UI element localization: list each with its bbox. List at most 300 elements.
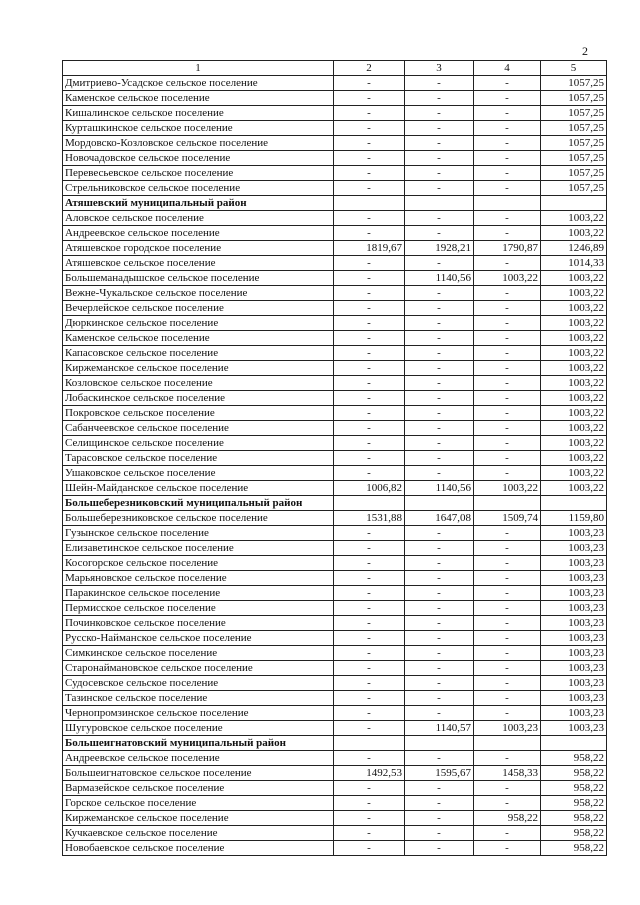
value-cell-4: - bbox=[474, 331, 541, 346]
value-cell-4: - bbox=[474, 466, 541, 481]
table-row bbox=[63, 91, 607, 106]
value-cell-2: - bbox=[334, 601, 405, 616]
value-cell-5: 1057,25 bbox=[541, 91, 607, 106]
value-cell-2 bbox=[334, 496, 405, 511]
value-cell-3: - bbox=[405, 826, 474, 841]
table-row bbox=[63, 511, 607, 526]
value-cell-4: 1003,22 bbox=[474, 271, 541, 286]
value-cell-3: - bbox=[405, 361, 474, 376]
table-row bbox=[63, 301, 607, 316]
value-cell-2: - bbox=[334, 136, 405, 151]
value-cell-5: 958,22 bbox=[541, 811, 607, 826]
settlement-name: Русско-Найманское сельское поселение bbox=[63, 631, 334, 646]
value-cell-3: - bbox=[405, 121, 474, 136]
value-cell-4: - bbox=[474, 646, 541, 661]
header-cell-4: 4 bbox=[474, 61, 541, 76]
value-cell-4 bbox=[474, 496, 541, 511]
value-cell-4: - bbox=[474, 571, 541, 586]
value-cell-3: 1595,67 bbox=[405, 766, 474, 781]
settlement-name: Тарасовское сельское поселение bbox=[63, 451, 334, 466]
settlement-name: Большеигнатовское сельское поселение bbox=[63, 766, 334, 781]
value-cell-3: - bbox=[405, 601, 474, 616]
value-cell-5 bbox=[541, 736, 607, 751]
value-cell-4: - bbox=[474, 691, 541, 706]
value-cell-3: - bbox=[405, 376, 474, 391]
value-cell-5: 958,22 bbox=[541, 781, 607, 796]
value-cell-5: 1003,22 bbox=[541, 211, 607, 226]
table-row bbox=[63, 331, 607, 346]
value-cell-2: - bbox=[334, 451, 405, 466]
settlement-name: Тазинское сельское поселение bbox=[63, 691, 334, 706]
settlement-name: Шугуровское сельское поселение bbox=[63, 721, 334, 736]
table-row bbox=[63, 136, 607, 151]
value-cell-5: 1003,22 bbox=[541, 406, 607, 421]
settlement-name: Марьяновское сельское поселение bbox=[63, 571, 334, 586]
district-name: Атяшевский муниципальный район bbox=[63, 196, 334, 211]
value-cell-5: 1003,22 bbox=[541, 421, 607, 436]
value-cell-2: - bbox=[334, 721, 405, 736]
value-cell-3 bbox=[405, 496, 474, 511]
value-cell-4: - bbox=[474, 586, 541, 601]
value-cell-2: - bbox=[334, 211, 405, 226]
value-cell-3: - bbox=[405, 781, 474, 796]
value-cell-4: 1790,87 bbox=[474, 241, 541, 256]
value-cell-4: - bbox=[474, 706, 541, 721]
value-cell-4: - bbox=[474, 316, 541, 331]
value-cell-2: - bbox=[334, 631, 405, 646]
table-row bbox=[63, 376, 607, 391]
value-cell-3: - bbox=[405, 301, 474, 316]
value-cell-2: - bbox=[334, 346, 405, 361]
settlement-name: Андреевское сельское поселение bbox=[63, 751, 334, 766]
value-cell-5: 958,22 bbox=[541, 796, 607, 811]
settlement-name: Козловское сельское поселение bbox=[63, 376, 334, 391]
settlement-name: Андреевское сельское поселение bbox=[63, 226, 334, 241]
value-cell-4: - bbox=[474, 136, 541, 151]
value-cell-4: 1003,23 bbox=[474, 721, 541, 736]
value-cell-5: 1003,22 bbox=[541, 286, 607, 301]
table-row bbox=[63, 436, 607, 451]
value-cell-3: - bbox=[405, 316, 474, 331]
page-number: 2 bbox=[582, 44, 588, 58]
table-row bbox=[63, 226, 607, 241]
table-row bbox=[63, 241, 607, 256]
table-row bbox=[63, 691, 607, 706]
value-cell-2: - bbox=[334, 841, 405, 856]
value-cell-4: - bbox=[474, 676, 541, 691]
table-row bbox=[63, 676, 607, 691]
table-row bbox=[63, 526, 607, 541]
value-cell-4: - bbox=[474, 346, 541, 361]
table-row bbox=[63, 76, 607, 91]
settlement-name: Починковское сельское поселение bbox=[63, 616, 334, 631]
settlement-name: Вармазейское сельское поселение bbox=[63, 781, 334, 796]
value-cell-3: - bbox=[405, 571, 474, 586]
value-cell-3: - bbox=[405, 706, 474, 721]
table-row bbox=[63, 826, 607, 841]
table-row bbox=[63, 421, 607, 436]
value-cell-4: - bbox=[474, 76, 541, 91]
value-cell-3: - bbox=[405, 76, 474, 91]
value-cell-3: - bbox=[405, 631, 474, 646]
value-cell-3: - bbox=[405, 796, 474, 811]
value-cell-5: 1003,22 bbox=[541, 361, 607, 376]
table-row bbox=[63, 256, 607, 271]
value-cell-2: - bbox=[334, 181, 405, 196]
value-cell-5: 1003,22 bbox=[541, 346, 607, 361]
value-cell-2: - bbox=[334, 571, 405, 586]
value-cell-4: - bbox=[474, 841, 541, 856]
settlement-name: Большеманадышское сельское поселение bbox=[63, 271, 334, 286]
settlement-name: Новочадовское сельское поселение bbox=[63, 151, 334, 166]
value-cell-4: - bbox=[474, 256, 541, 271]
value-cell-3: - bbox=[405, 181, 474, 196]
value-cell-4: 1509,74 bbox=[474, 511, 541, 526]
value-cell-2: - bbox=[334, 151, 405, 166]
value-cell-2: - bbox=[334, 436, 405, 451]
value-cell-3: - bbox=[405, 691, 474, 706]
value-cell-5: 958,22 bbox=[541, 751, 607, 766]
value-cell-5: 1003,22 bbox=[541, 451, 607, 466]
value-cell-3: - bbox=[405, 436, 474, 451]
settlement-name: Покровское сельское поселение bbox=[63, 406, 334, 421]
value-cell-4: - bbox=[474, 541, 541, 556]
value-cell-2: - bbox=[334, 556, 405, 571]
table-row bbox=[63, 796, 607, 811]
settlement-name: Курташкинское сельское поселение bbox=[63, 121, 334, 136]
value-cell-3: - bbox=[405, 541, 474, 556]
table-row bbox=[63, 391, 607, 406]
value-cell-3: 1140,56 bbox=[405, 271, 474, 286]
value-cell-5: 1003,22 bbox=[541, 391, 607, 406]
table-row bbox=[63, 406, 607, 421]
value-cell-2: - bbox=[334, 316, 405, 331]
value-cell-3: 1140,56 bbox=[405, 481, 474, 496]
value-cell-4 bbox=[474, 196, 541, 211]
value-cell-5: 1003,23 bbox=[541, 526, 607, 541]
value-cell-2: - bbox=[334, 121, 405, 136]
settlement-name: Кишалинское сельское поселение bbox=[63, 106, 334, 121]
value-cell-3: - bbox=[405, 391, 474, 406]
tariff-table bbox=[62, 60, 607, 856]
value-cell-3: - bbox=[405, 661, 474, 676]
settlement-name: Косогорское сельское поселение bbox=[63, 556, 334, 571]
settlement-name: Кучкаевское сельское поселение bbox=[63, 826, 334, 841]
value-cell-2: - bbox=[334, 226, 405, 241]
table-row bbox=[63, 586, 607, 601]
value-cell-3 bbox=[405, 196, 474, 211]
table-row bbox=[63, 286, 607, 301]
value-cell-5: 1003,23 bbox=[541, 676, 607, 691]
value-cell-2: - bbox=[334, 361, 405, 376]
value-cell-3: 1647,08 bbox=[405, 511, 474, 526]
value-cell-5: 1003,22 bbox=[541, 376, 607, 391]
value-cell-4: - bbox=[474, 616, 541, 631]
value-cell-3: - bbox=[405, 811, 474, 826]
value-cell-3: - bbox=[405, 841, 474, 856]
settlement-name: Каменское сельское поселение bbox=[63, 331, 334, 346]
value-cell-4: - bbox=[474, 361, 541, 376]
value-cell-4: - bbox=[474, 796, 541, 811]
settlement-name: Сабанчеевское сельское поселение bbox=[63, 421, 334, 436]
value-cell-5: 1003,23 bbox=[541, 586, 607, 601]
table-row bbox=[63, 751, 607, 766]
value-cell-5: 1003,22 bbox=[541, 481, 607, 496]
table-row bbox=[63, 571, 607, 586]
settlement-name: Каменское сельское поселение bbox=[63, 91, 334, 106]
value-cell-4: - bbox=[474, 286, 541, 301]
settlement-name: Чернопромзинское сельское поселение bbox=[63, 706, 334, 721]
table-row bbox=[63, 271, 607, 286]
value-cell-4: 958,22 bbox=[474, 811, 541, 826]
value-cell-2: - bbox=[334, 76, 405, 91]
value-cell-5: 1003,23 bbox=[541, 631, 607, 646]
value-cell-3: - bbox=[405, 211, 474, 226]
value-cell-5: 1003,23 bbox=[541, 556, 607, 571]
value-cell-5: 1057,25 bbox=[541, 106, 607, 121]
header-cell-5: 5 bbox=[541, 61, 607, 76]
value-cell-4: - bbox=[474, 166, 541, 181]
value-cell-5: 1003,22 bbox=[541, 271, 607, 286]
value-cell-5: 1003,23 bbox=[541, 691, 607, 706]
value-cell-2: - bbox=[334, 406, 405, 421]
value-cell-3: 1928,21 bbox=[405, 241, 474, 256]
value-cell-5 bbox=[541, 196, 607, 211]
value-cell-5: 1003,23 bbox=[541, 571, 607, 586]
settlement-name: Дюркинское сельское поселение bbox=[63, 316, 334, 331]
value-cell-3: - bbox=[405, 466, 474, 481]
value-cell-4: - bbox=[474, 121, 541, 136]
value-cell-5: 1159,80 bbox=[541, 511, 607, 526]
value-cell-5: 1057,25 bbox=[541, 121, 607, 136]
value-cell-3: - bbox=[405, 556, 474, 571]
settlement-name: Стрельниковское сельское поселение bbox=[63, 181, 334, 196]
value-cell-2: - bbox=[334, 106, 405, 121]
value-cell-5: 1057,25 bbox=[541, 151, 607, 166]
value-cell-4: - bbox=[474, 781, 541, 796]
district-header-row bbox=[63, 196, 607, 211]
value-cell-5: 958,22 bbox=[541, 766, 607, 781]
value-cell-3: - bbox=[405, 136, 474, 151]
value-cell-4: - bbox=[474, 211, 541, 226]
value-cell-5: 1003,23 bbox=[541, 616, 607, 631]
table-row bbox=[63, 646, 607, 661]
settlement-name: Вечерлейское сельское поселение bbox=[63, 301, 334, 316]
table-row bbox=[63, 601, 607, 616]
value-cell-4 bbox=[474, 736, 541, 751]
value-cell-5: 1057,25 bbox=[541, 181, 607, 196]
value-cell-2: - bbox=[334, 826, 405, 841]
settlement-name: Киржеманское сельское поселение bbox=[63, 811, 334, 826]
district-name: Большеберезниковский муниципальный район bbox=[63, 496, 334, 511]
value-cell-5: 1003,23 bbox=[541, 706, 607, 721]
settlement-name: Горское сельское поселение bbox=[63, 796, 334, 811]
value-cell-4: 1003,22 bbox=[474, 481, 541, 496]
settlement-name: Атяшевское городское поселение bbox=[63, 241, 334, 256]
table-row bbox=[63, 556, 607, 571]
value-cell-2: - bbox=[334, 391, 405, 406]
value-cell-3: - bbox=[405, 526, 474, 541]
value-cell-2: - bbox=[334, 646, 405, 661]
value-cell-4: - bbox=[474, 91, 541, 106]
value-cell-2: 1531,88 bbox=[334, 511, 405, 526]
value-cell-2: - bbox=[334, 331, 405, 346]
value-cell-2: - bbox=[334, 256, 405, 271]
value-cell-4: - bbox=[474, 556, 541, 571]
value-cell-4: - bbox=[474, 526, 541, 541]
value-cell-2: - bbox=[334, 541, 405, 556]
value-cell-3: - bbox=[405, 286, 474, 301]
settlement-name: Симкинское сельское поселение bbox=[63, 646, 334, 661]
value-cell-5: 1003,23 bbox=[541, 601, 607, 616]
value-cell-2: - bbox=[334, 376, 405, 391]
value-cell-2: - bbox=[334, 796, 405, 811]
value-cell-2 bbox=[334, 736, 405, 751]
value-cell-3: - bbox=[405, 226, 474, 241]
table-row bbox=[63, 811, 607, 826]
value-cell-2: 1819,67 bbox=[334, 241, 405, 256]
value-cell-4: - bbox=[474, 301, 541, 316]
settlement-name: Пермисское сельское поселение bbox=[63, 601, 334, 616]
district-header-row bbox=[63, 736, 607, 751]
value-cell-2: - bbox=[334, 616, 405, 631]
value-cell-4: - bbox=[474, 631, 541, 646]
value-cell-4: - bbox=[474, 391, 541, 406]
value-cell-4: - bbox=[474, 601, 541, 616]
value-cell-4: - bbox=[474, 436, 541, 451]
value-cell-2: - bbox=[334, 301, 405, 316]
table-row bbox=[63, 541, 607, 556]
value-cell-5: 1003,22 bbox=[541, 436, 607, 451]
value-cell-2: - bbox=[334, 466, 405, 481]
value-cell-3: - bbox=[405, 91, 474, 106]
value-cell-5: 1003,23 bbox=[541, 541, 607, 556]
settlement-name: Паракинское сельское поселение bbox=[63, 586, 334, 601]
settlement-name: Вежне-Чукальское сельское поселение bbox=[63, 286, 334, 301]
table-row bbox=[63, 841, 607, 856]
value-cell-5: 1057,25 bbox=[541, 136, 607, 151]
value-cell-5: 958,22 bbox=[541, 841, 607, 856]
value-cell-4: - bbox=[474, 661, 541, 676]
value-cell-2 bbox=[334, 196, 405, 211]
table-row bbox=[63, 781, 607, 796]
settlement-name: Гузынское сельское поселение bbox=[63, 526, 334, 541]
table-row bbox=[63, 181, 607, 196]
value-cell-4: - bbox=[474, 826, 541, 841]
value-cell-2: - bbox=[334, 271, 405, 286]
table-row bbox=[63, 481, 607, 496]
value-cell-3: - bbox=[405, 406, 474, 421]
value-cell-2: - bbox=[334, 811, 405, 826]
value-cell-2: - bbox=[334, 691, 405, 706]
table-row bbox=[63, 706, 607, 721]
value-cell-4: - bbox=[474, 751, 541, 766]
header-cell-2: 2 bbox=[334, 61, 405, 76]
value-cell-3: - bbox=[405, 331, 474, 346]
value-cell-5: 1003,22 bbox=[541, 226, 607, 241]
value-cell-3: - bbox=[405, 586, 474, 601]
value-cell-5: 1014,33 bbox=[541, 256, 607, 271]
settlement-name: Старонаймановское сельское поселение bbox=[63, 661, 334, 676]
table-row bbox=[63, 451, 607, 466]
value-cell-4: - bbox=[474, 181, 541, 196]
value-cell-3: - bbox=[405, 676, 474, 691]
settlement-name: Шейн-Майданское сельское поселение bbox=[63, 481, 334, 496]
value-cell-2: - bbox=[334, 676, 405, 691]
value-cell-5: 1003,23 bbox=[541, 646, 607, 661]
table-row bbox=[63, 211, 607, 226]
table-body bbox=[63, 76, 607, 856]
value-cell-4: - bbox=[474, 106, 541, 121]
table-row bbox=[63, 151, 607, 166]
table-row bbox=[63, 361, 607, 376]
settlement-name: Большеберезниковское сельское поселение bbox=[63, 511, 334, 526]
value-cell-4: - bbox=[474, 451, 541, 466]
value-cell-5: 1003,22 bbox=[541, 331, 607, 346]
header-row bbox=[63, 61, 607, 76]
table-row bbox=[63, 106, 607, 121]
value-cell-5: 958,22 bbox=[541, 826, 607, 841]
table-row bbox=[63, 766, 607, 781]
value-cell-3: - bbox=[405, 451, 474, 466]
table-row bbox=[63, 121, 607, 136]
district-header-row bbox=[63, 496, 607, 511]
table-row bbox=[63, 721, 607, 736]
value-cell-3: - bbox=[405, 646, 474, 661]
table-row bbox=[63, 631, 607, 646]
settlement-name: Новобаевское сельское поселение bbox=[63, 841, 334, 856]
settlement-name: Судосевское сельское поселение bbox=[63, 676, 334, 691]
header-cell-3: 3 bbox=[405, 61, 474, 76]
table-row bbox=[63, 346, 607, 361]
value-cell-2: - bbox=[334, 526, 405, 541]
value-cell-2: - bbox=[334, 706, 405, 721]
table-row bbox=[63, 661, 607, 676]
value-cell-2: - bbox=[334, 751, 405, 766]
value-cell-3: - bbox=[405, 616, 474, 631]
value-cell-5: 1003,22 bbox=[541, 466, 607, 481]
value-cell-4: - bbox=[474, 421, 541, 436]
settlement-name: Перевесьевское сельское поселение bbox=[63, 166, 334, 181]
value-cell-2: - bbox=[334, 781, 405, 796]
settlement-name: Елизаветинское сельское поселение bbox=[63, 541, 334, 556]
settlement-name: Аловское сельское поселение bbox=[63, 211, 334, 226]
district-name: Большеигнатовский муниципальный район bbox=[63, 736, 334, 751]
value-cell-4: - bbox=[474, 406, 541, 421]
value-cell-2: 1492,53 bbox=[334, 766, 405, 781]
value-cell-3: 1140,57 bbox=[405, 721, 474, 736]
value-cell-4: - bbox=[474, 376, 541, 391]
value-cell-2: - bbox=[334, 421, 405, 436]
value-cell-2: - bbox=[334, 661, 405, 676]
value-cell-5 bbox=[541, 496, 607, 511]
value-cell-3: - bbox=[405, 346, 474, 361]
settlement-name: Селищинское сельское поселение bbox=[63, 436, 334, 451]
value-cell-5: 1057,25 bbox=[541, 166, 607, 181]
value-cell-5: 1246,89 bbox=[541, 241, 607, 256]
value-cell-4: - bbox=[474, 151, 541, 166]
settlement-name: Киржеманское сельское поселение bbox=[63, 361, 334, 376]
value-cell-3: - bbox=[405, 151, 474, 166]
value-cell-5: 1057,25 bbox=[541, 76, 607, 91]
value-cell-2: - bbox=[334, 286, 405, 301]
table-row bbox=[63, 616, 607, 631]
value-cell-2: - bbox=[334, 166, 405, 181]
value-cell-5: 1003,23 bbox=[541, 721, 607, 736]
value-cell-3: - bbox=[405, 166, 474, 181]
settlement-name: Лобаскинское сельское поселение bbox=[63, 391, 334, 406]
value-cell-2: 1006,82 bbox=[334, 481, 405, 496]
